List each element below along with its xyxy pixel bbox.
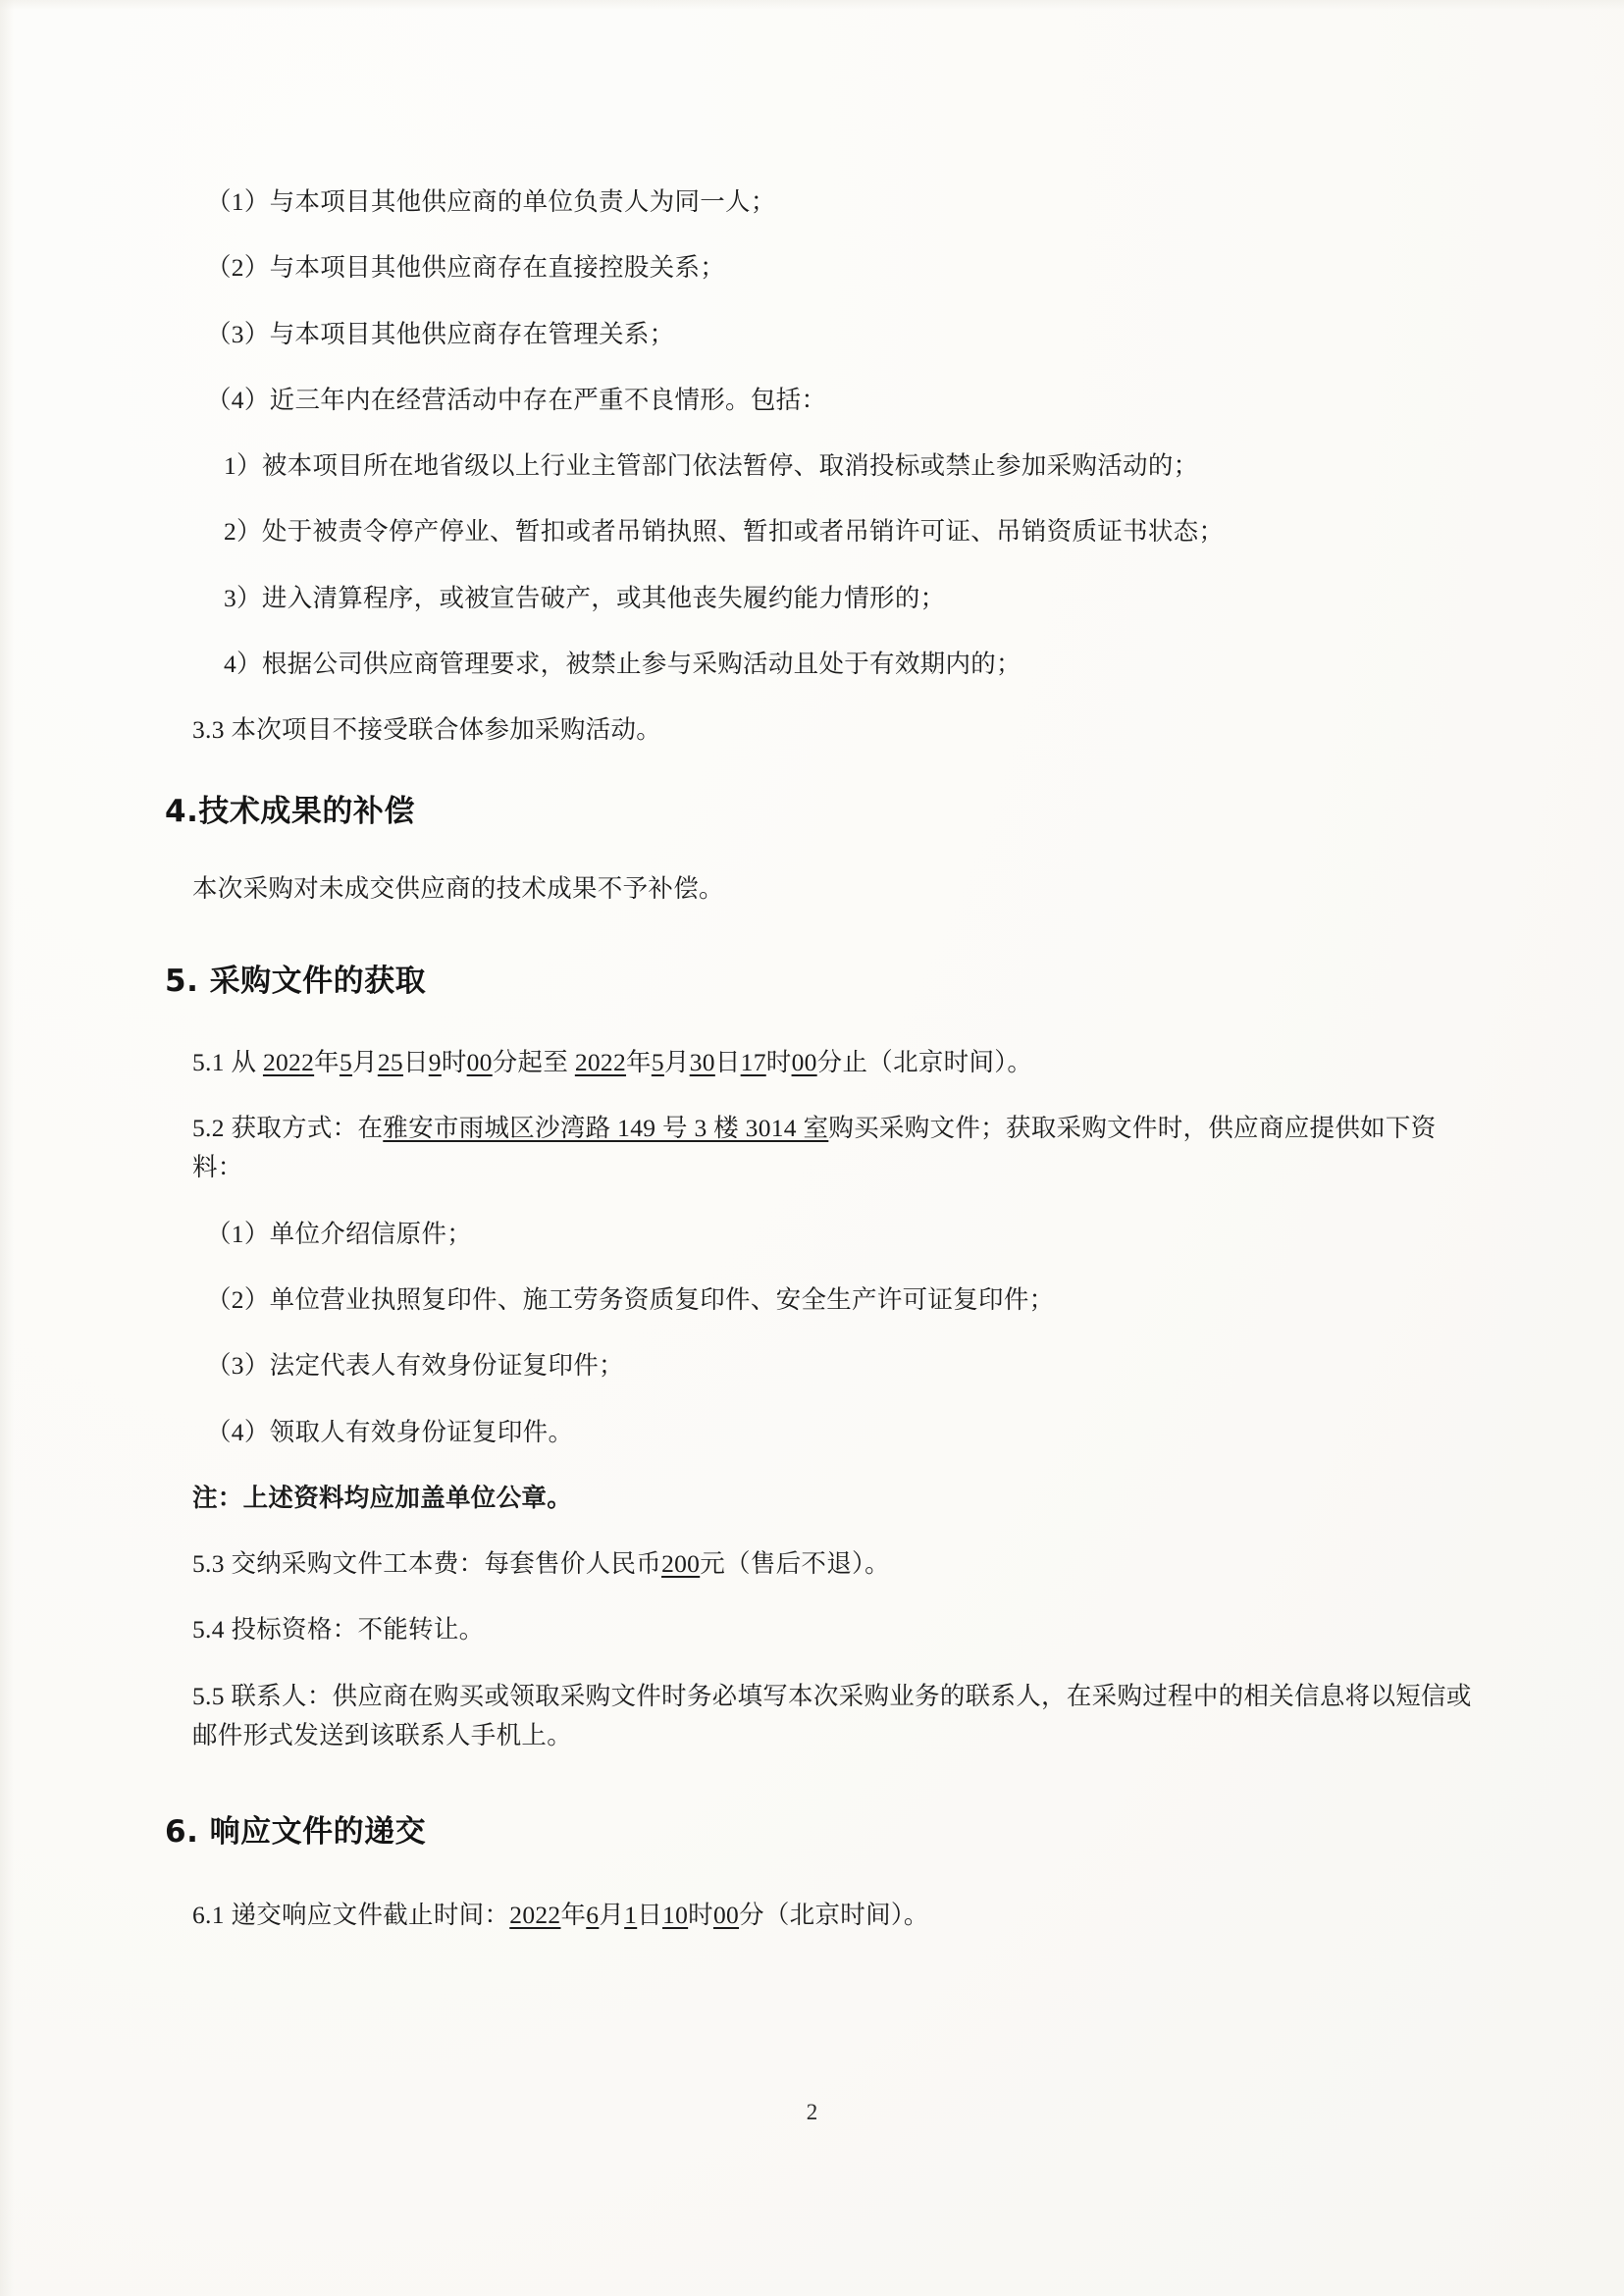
document-price: 200	[661, 1549, 701, 1579]
clause-5-1	[165, 1043, 1480, 1082]
clause-5-1-prefix: 5.1 从	[192, 1047, 257, 1076]
deadline-month: 6	[586, 1901, 600, 1930]
end-hour: 17	[740, 1047, 766, 1076]
start-day: 25	[377, 1047, 403, 1076]
subclause-item-3: 3）进入清算程序，或被宣告破产，或其他丧失履约能力情形的；	[224, 583, 946, 612]
start-year: 2022	[262, 1047, 315, 1076]
clause-item-4: （4）近三年内在经营活动中存在严重不良情形。包括：	[206, 385, 827, 414]
unit-month-2: 月	[663, 1047, 690, 1076]
page-edge-shadow-left	[0, 0, 14, 2296]
section-4-heading: 4.技术成果的补偿	[165, 793, 415, 829]
unit-day-2: 日	[714, 1047, 741, 1076]
clause-5-5: 5.5 联系人：供应商在购买或领取采购文件时务必填写本次采购业务的联系人，在采购过程中的相关信息将以短信或邮件形式发送到该联系人手机上。	[192, 1681, 1472, 1749]
unit-year-1: 年	[314, 1047, 340, 1076]
section-5-heading: 5. 采购文件的获取	[165, 963, 427, 999]
clause-3-3: 3.3 本次项目不接受联合体参加采购活动。	[192, 715, 662, 745]
deadline-minute: 00	[712, 1901, 740, 1930]
end-year: 2022	[574, 1047, 627, 1076]
clause-item-2: （2）与本项目其他供应商存在直接控股关系；	[206, 253, 726, 283]
page-number: 2	[806, 2100, 818, 2124]
subclause-item-1: 1）被本项目所在地省级以上行业主管部门依法暂停、取消投标或禁止参加采购活动的；	[224, 451, 1199, 481]
clause-6-1-prefix: 6.1 递交响应文件截止时间：	[192, 1901, 510, 1930]
clause-5-2	[165, 1109, 1480, 1188]
unit-hour-3: 时	[688, 1901, 713, 1930]
unit-hour-2: 时	[765, 1047, 792, 1076]
subclause-item-2: 2）处于被责令停产停业、暂扣或者吊销执照、暂扣或者吊销许可证、吊销资质证书状态；	[224, 517, 1225, 547]
deadline-hour: 10	[662, 1901, 689, 1930]
unit-minute-1: 分起至	[492, 1047, 569, 1076]
page-content	[165, 183, 1480, 1961]
end-minute: 00	[791, 1047, 817, 1076]
unit-month-3: 月	[599, 1901, 625, 1930]
clause-5-3-prefix: 5.3 交纳采购文件工本费：每套售价人民币	[192, 1549, 662, 1579]
materials-note: 注：上述资料均应加盖单位公章。	[192, 1483, 573, 1512]
unit-month-1: 月	[352, 1047, 378, 1076]
deadline-year: 2022	[509, 1901, 561, 1930]
section-6-heading: 6. 响应文件的递交	[165, 1814, 427, 1851]
start-month: 5	[339, 1047, 353, 1076]
material-item-4: （4）领取人有效身份证复印件。	[206, 1417, 574, 1446]
material-item-2: （2）单位营业执照复印件、施工劳务资质复印件、安全生产许可证复印件；	[206, 1284, 1055, 1314]
start-minute: 00	[466, 1047, 493, 1076]
clause-6-1	[165, 1896, 1480, 1935]
clause-5-3	[165, 1544, 1480, 1584]
material-item-3: （3）法定代表人有效身份证复印件；	[206, 1351, 624, 1381]
clause-5-4: 5.4 投标资格：不能转让。	[192, 1615, 485, 1644]
unit-hour-1: 时	[441, 1047, 467, 1076]
clause-6-1-suffix: 分（北京时间）。	[739, 1901, 929, 1930]
unit-year-2: 年	[626, 1047, 652, 1076]
section-4-body: 本次采购对未成交供应商的技术成果不予补偿。	[192, 873, 724, 903]
unit-day-3: 日	[637, 1901, 663, 1930]
material-item-1: （1）单位介绍信原件；	[206, 1219, 473, 1248]
unit-day-1: 日	[402, 1047, 429, 1076]
clause-5-3-suffix: 元（售后不退）。	[700, 1549, 890, 1579]
clause-5-2-prefix: 5.2 获取方式：在	[192, 1114, 384, 1143]
page-edge-shadow-top	[0, 0, 1624, 10]
clause-item-1: （1）与本项目其他供应商的单位负责人为同一人；	[206, 187, 776, 216]
subclause-item-4: 4）根据公司供应商管理要求，被禁止参与采购活动且处于有效期内的；	[224, 649, 1022, 678]
clause-5-1-suffix: 分止（北京时间）。	[816, 1047, 1033, 1076]
unit-year-3: 年	[560, 1901, 587, 1930]
clause-item-3: （3）与本项目其他供应商存在管理关系；	[206, 319, 675, 348]
purchase-address: 雅安市雨城区沙湾路 149 号 3 楼 3014 室	[383, 1114, 829, 1143]
start-hour: 9	[428, 1047, 442, 1076]
end-month: 5	[651, 1047, 664, 1076]
end-day: 30	[689, 1047, 715, 1076]
deadline-day: 1	[624, 1901, 638, 1930]
clause-5-2-suffix: 购买采购文件；获取采购文件时，供应商应提供如下资料：	[192, 1114, 1437, 1182]
